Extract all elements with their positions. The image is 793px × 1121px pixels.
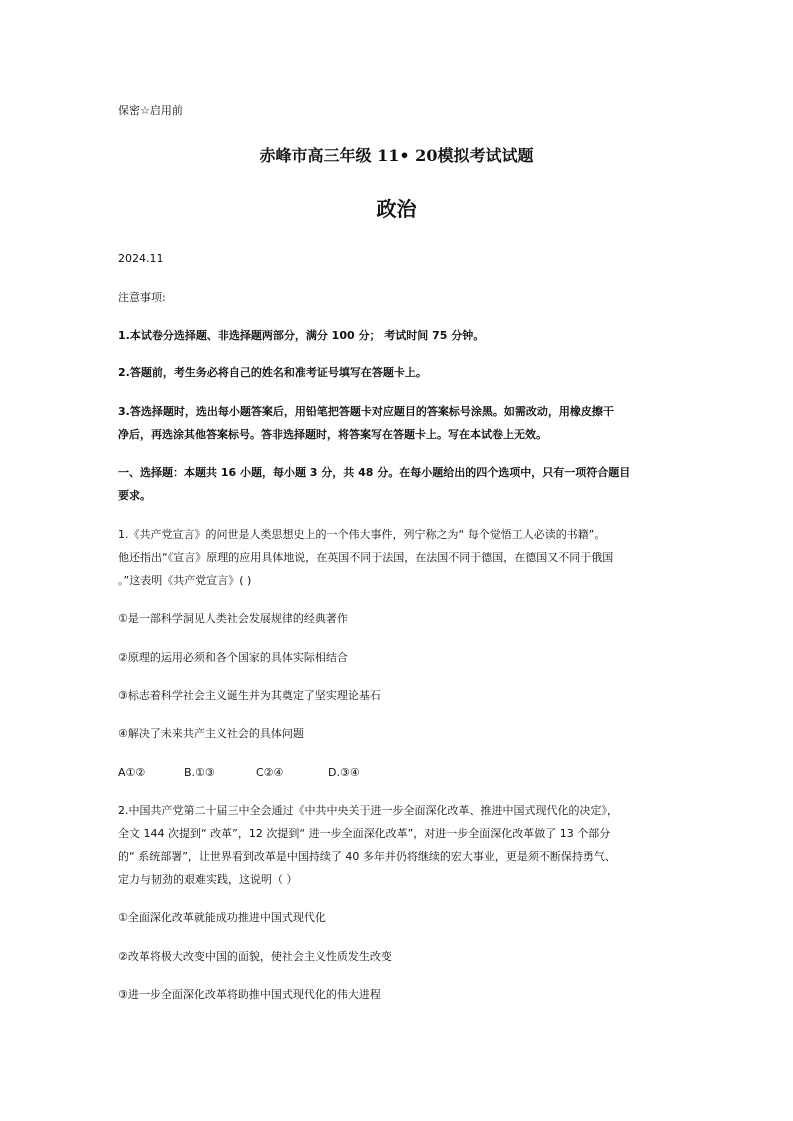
- notice-item-3-line-2: 净后，再选涂其他答案标号。答非选择题时，将答案写在答题卡上。写在本试卷上无效。: [118, 428, 547, 441]
- question-1-option-3: ③标志着科学社会主义诞生并为其奠定了坚实理论基石: [118, 689, 381, 702]
- section-heading-line-2: 要求。: [118, 489, 151, 502]
- question-2-option-2: ②改革将极大改变中国的面貌，使社会主义性质发生改变: [118, 950, 392, 963]
- choice-a: A①②: [118, 766, 146, 779]
- notice-heading: 注意事项:: [118, 291, 166, 304]
- question-1-line-3: 。”这表明《共产党宣言》( ): [118, 574, 252, 587]
- notice-item-3-line-1: 3.答选择题时，选出每小题答案后，用铅笔把答题卡对应题目的答案标号涂黑。如需改动，用橡皮擦干: [118, 405, 614, 418]
- question-1-option-2: ②原理的运用必须和各个国家的具体实际相结合: [118, 651, 348, 664]
- notice-item-2: 2.答题前，考生务必将自己的姓名和准考证号填写在答题卡上。: [118, 366, 427, 379]
- question-1-choices: [118, 766, 360, 780]
- question-2-line-1: 2.中国共产党第二十届三中全会通过《中共中央关于进一步全面深化改革、推进中国式现代化的决定》，: [118, 804, 618, 817]
- choice-d: D.③④: [328, 766, 360, 779]
- question-2-option-1: ①全面深化改革就能成功推进中国式现代化: [118, 911, 326, 924]
- choice-b: B.①③: [184, 766, 215, 779]
- question-2-line-2: 全文 144 次提到“ 改革”，12 次提到“ 进一步全面深化改革”，对进一步全面深化改革做了 13 个部分: [118, 827, 611, 840]
- question-2-option-3: ③进一步全面深化改革将助推中国式现代化的伟大进程: [118, 988, 381, 1001]
- section-heading-line-1: 一、选择题：本题共 16 小题，每小题 3 分，共 48 分。在每小题给出的四个选项中，只有一项符合题目: [118, 466, 631, 479]
- subject-title: 政治: [376, 197, 417, 221]
- question-1-option-4: ④解决了未来共产主义社会的具体问题: [118, 727, 304, 740]
- confidential-mark: 保密☆启用前: [118, 104, 183, 117]
- choice-c: C②④: [256, 766, 284, 779]
- question-1-line-1: 1.《共产党宣言》的问世是人类思想史上的一个伟大事件，列宁称之为“ 每个觉悟工人必读的书籍”。: [118, 528, 606, 541]
- question-1-option-1: ①是一部科学洞见人类社会发展规律的经典著作: [118, 612, 348, 625]
- exam-date: 2024.11: [118, 252, 164, 265]
- exam-title: 赤峰市高三年级 11• 20模拟考试试题: [259, 146, 534, 165]
- question-1-line-2: 他还指出“《宣言》原理的应用具体地说，在英国不同于法国，在法国不同于德国，在德国又不同于俄国: [118, 551, 614, 564]
- question-2-line-3: 的“ 系统部署”，让世界看到改革是中国持续了 40 多年并仍将继续的宏大事业，更是须不断保持勇气、: [118, 850, 616, 863]
- notice-item-1: 1.本试卷分选择题、非选择题两部分，满分 100 分； 考试时间 75 分钟。: [118, 329, 485, 342]
- question-2-line-4: 定力与韧劲的艰难实践，这说明（ ）: [118, 873, 298, 886]
